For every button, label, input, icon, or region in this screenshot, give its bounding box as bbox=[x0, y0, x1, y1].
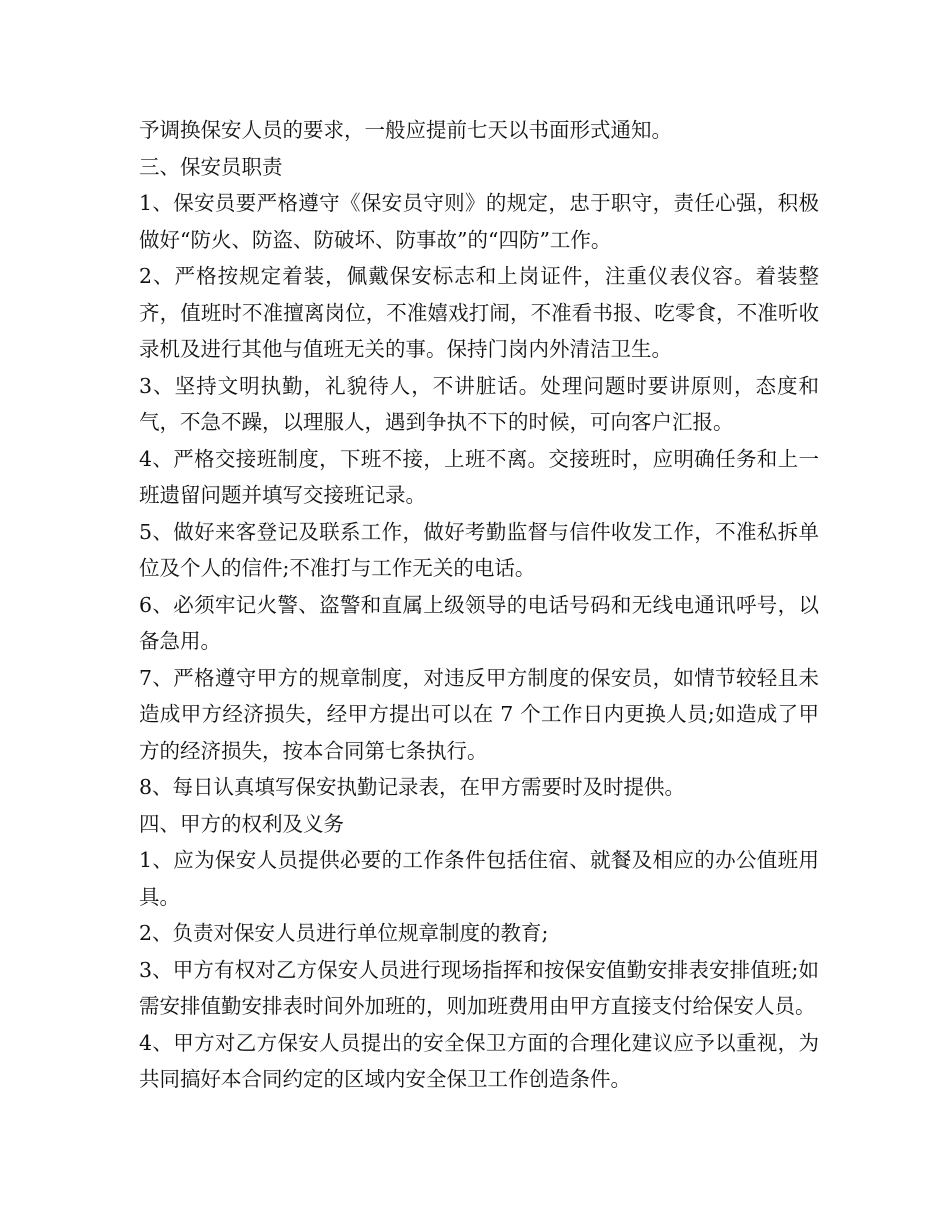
section-heading-guard-duties: 三、保安员职责 bbox=[139, 154, 283, 179]
party-a-item-3: 3、甲方有权对乙方保安人员进行现场指挥和按保安值勤安排表安排值班;如需安排值勤安排表时间外加班的，则加班费用由甲方直接支付给保安人员。 bbox=[139, 957, 819, 1018]
duty-item-6: 6、必须牢记火警、盗警和直属上级领导的电话号码和无线电通讯呼号，以备急用。 bbox=[139, 592, 819, 653]
duty-item-7: 7、严格遵守甲方的规章制度，对违反甲方制度的保安员，如情节较轻且未造成甲方经济损失，经甲方提出可以在 7 个工作日内更换人员;如造成了甲方的经济损失，按本合同第七条执行。 bbox=[139, 665, 819, 763]
party-a-item-2: 2、负责对保安人员进行单位规章制度的教育; bbox=[139, 921, 549, 945]
duty-item-1: 1、保安员要严格遵守《保安员守则》的规定，忠于职守，责任心强，积极做好“防火、防盗、防破坏、防事故”的“四防”工作。 bbox=[139, 191, 819, 252]
party-a-item-1: 1、应为保安人员提供必要的工作条件包括住宿、就餐及相应的办公值班用具。 bbox=[139, 848, 819, 909]
document-body bbox=[139, 112, 819, 1098]
section-heading-party-a-rights: 四、甲方的权利及义务 bbox=[139, 811, 344, 836]
party-a-item-4: 4、甲方对乙方保安人员提出的安全保卫方面的合理化建议应予以重视，为共同搞好本合同约定的区域内安全保卫工作创造条件。 bbox=[139, 1030, 819, 1091]
duty-item-5: 5、做好来客登记及联系工作，做好考勤监督与信件收发工作，不准私拆单位及个人的信件;不准打与工作无关的电话。 bbox=[139, 519, 819, 580]
duty-item-2: 2、严格按规定着装，佩戴保安标志和上岗证件，注重仪表仪容。着装整齐，值班时不准擅离岗位，不准嬉戏打闹，不准看书报、吃零食，不准听收录机及进行其他与值班无关的事。保持门岗内外清洁卫生。 bbox=[139, 264, 819, 361]
paragraph-notice-continuation: 予调换保安人员的要求，一般应提前七天以书面形式通知。 bbox=[139, 118, 672, 142]
duty-item-3: 3、坚持文明执勤，礼貌待人，不讲脏话。处理问题时要讲原则，态度和气，不急不躁，以理服人，遇到争执不下的时候，可向客户汇报。 bbox=[139, 373, 819, 434]
duty-item-4: 4、严格交接班制度，下班不接，上班不离。交接班时，应明确任务和上一班遗留问题并填写交接班记录。 bbox=[139, 446, 819, 507]
duty-item-8: 8、每日认真填写保安执勤记录表，在甲方需要时及时提供。 bbox=[139, 775, 686, 799]
